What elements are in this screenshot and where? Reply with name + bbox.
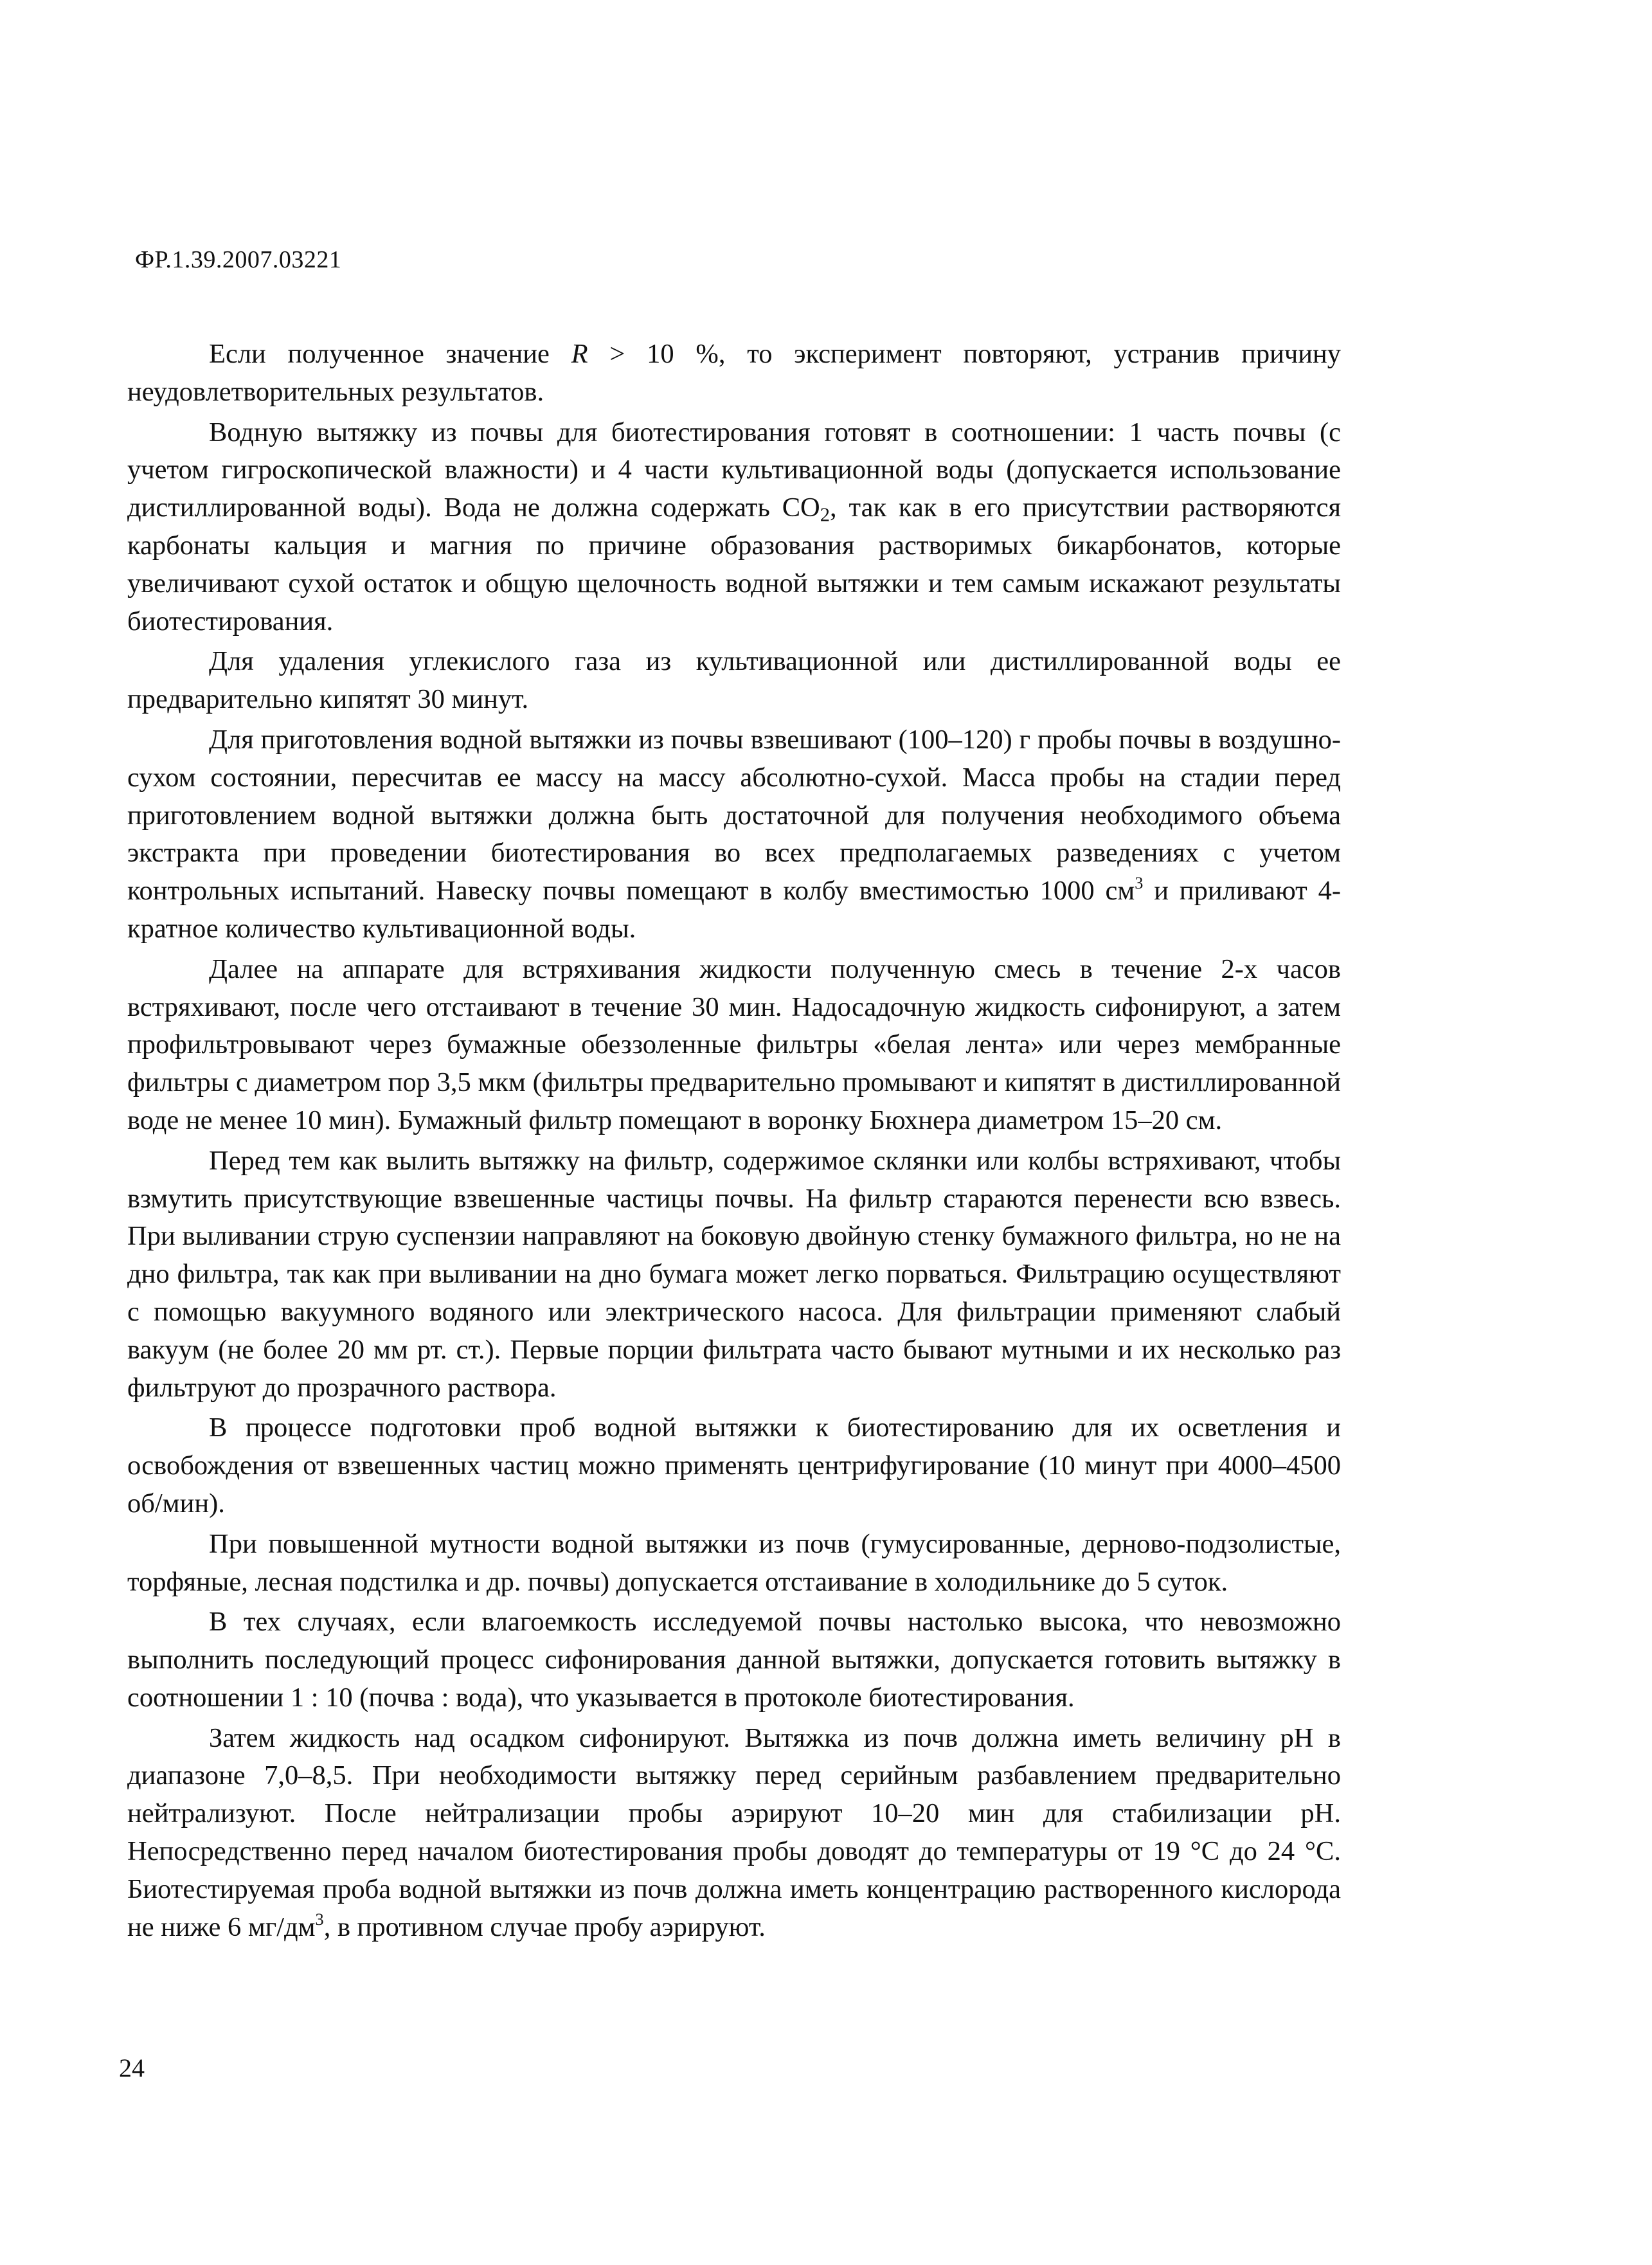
body-text xyxy=(127,336,1341,1949)
superscript: 3 xyxy=(1135,874,1144,893)
text-run: , так как в его присутствии растворяются карбонаты кальция и магния по причине образования растворимых бикарбонатов, которые увеличивают сухой остаток и общую щелочность водной вытяжки и тем самым искажают результаты биотестирования. xyxy=(127,492,1342,636)
text-run: > 10 %, то эксперимент повторяют, устранив причину неудовлетворительных результатов. xyxy=(127,339,1341,407)
document-code: ФР.1.39.2007.03221 xyxy=(135,246,342,273)
paragraph-2 xyxy=(127,414,1341,641)
paragraph-1 xyxy=(127,336,1341,411)
paragraph-9: В тех случаях, если влагоемкость исследуемой почвы настолько высока, что невозможно выполнить последующий процесс сифонирования данной вытяжки, допускается готовить вытяжку в соотношении 1 : 10 (почва : вода), что указывается в протоколе биотестирования. xyxy=(127,1607,1341,1713)
paragraph-5: Далее на аппарате для встряхивания жидкости полученную смесь в течение 2-х часов встряхивают, после чего отстаивают в течение 30 мин. Надосадочную жидкость сифонируют, а затем профильтровывают через бумажные обеззоленные фильтры «белая лента» или через мембранные фильтры с диаметром пор 3,5 мкм (фильтры предварительно промывают и кипятят в дистиллированной воде не менее 10 мин). Бумажный фильтр помещают в воронку Бюхнера диаметром 15–20 см. xyxy=(127,953,1341,1135)
text-run: и приливают 4-кратное количество культивационной воды. xyxy=(127,876,1341,944)
paragraph-7: В процессе подготовки проб водной вытяжки к биотестированию для их осветления и освобождения от взвешенных частиц можно применять центрифугирование (10 минут при 4000–4500 об/мин). xyxy=(127,1412,1341,1519)
text-run: Если полученное значение xyxy=(209,339,571,369)
variable-r: R xyxy=(571,339,588,369)
subscript: 2 xyxy=(820,503,830,526)
superscript: 3 xyxy=(315,1909,324,1929)
paragraph-10 xyxy=(127,1720,1341,1947)
text-run: Затем жидкость над осадком сифонируют. Вытяжка из почв должна иметь величину рН в диапазоне 7,0–8,5. При необходимости вытяжку перед серийным разбавлением предварительно нейтрализуют. После нейтрализации пробы аэрируют 10–20 мин для стабилизации рН. Непосредственно перед началом биотестирования пробы доводят до температуры от 19 °С до 24 °С. Биотестируемая проба водной вытяжки из почв должна иметь концентрацию растворенного кислорода не ниже 6 мг/дм xyxy=(127,1722,1341,1942)
text-run: Водную вытяжку из почвы для биотестирования готовят в соотношении: 1 часть почвы (с учетом гигроскопической влажности) и 4 части культивационной воды (допускается использование дистиллированной воды). Вода не должна содержать СО xyxy=(127,417,1341,523)
paragraph-6: Перед тем как вылить вытяжку на фильтр, содержимое склянки или колбы встряхивают, чтобы взмутить присутствующие взвешенные частицы почвы. На фильтр стараются перенести всю взвесь. При выливании струю суспензии направляют на боковую двойную стенку бумажного фильтра, но не на дно фильтра, так как при выливании на дно бумага может легко порваться. Фильтрацию осуществляют с помощью вакуумного водяного или электрического насоса. Для фильтрации применяют слабый вакуум (не более 20 мм рт. ст.). Первые порции фильтрата часто бывают мутными и их несколько раз фильтруют до прозрачного раствора. xyxy=(127,1145,1341,1403)
text-run: Для приготовления водной вытяжки из почвы взвешивают (100–120) г пробы почвы в воздушно-сухом состоянии, пересчитав ее массу на массу абсолютно-сухой. Масса пробы на стадии перед приготовлением водной вытяжки должна быть достаточной для получения необходимого объема экстракта при проведении биотестирования во всех предполагаемых разведениях с учетом контрольных испытаний. Навеску почвы помещают в колбу вместимостью 1000 см xyxy=(127,724,1341,907)
paragraph-3: Для удаления углекислого газа из культивационной или дистиллированной воды ее предварительно кипятят 30 минут. xyxy=(127,646,1341,715)
paragraph-4 xyxy=(127,721,1341,948)
paragraph-8: При повышенной мутности водной вытяжки из почв (гумусированные, дерново-подзолистые, торфяные, лесная подстилка и др. почвы) допускается отстаивание в холодильнике до 5 суток. xyxy=(127,1528,1341,1597)
text-run: , в противном случае пробу аэрируют. xyxy=(323,1911,766,1942)
page-number: 24 xyxy=(119,2053,145,2082)
